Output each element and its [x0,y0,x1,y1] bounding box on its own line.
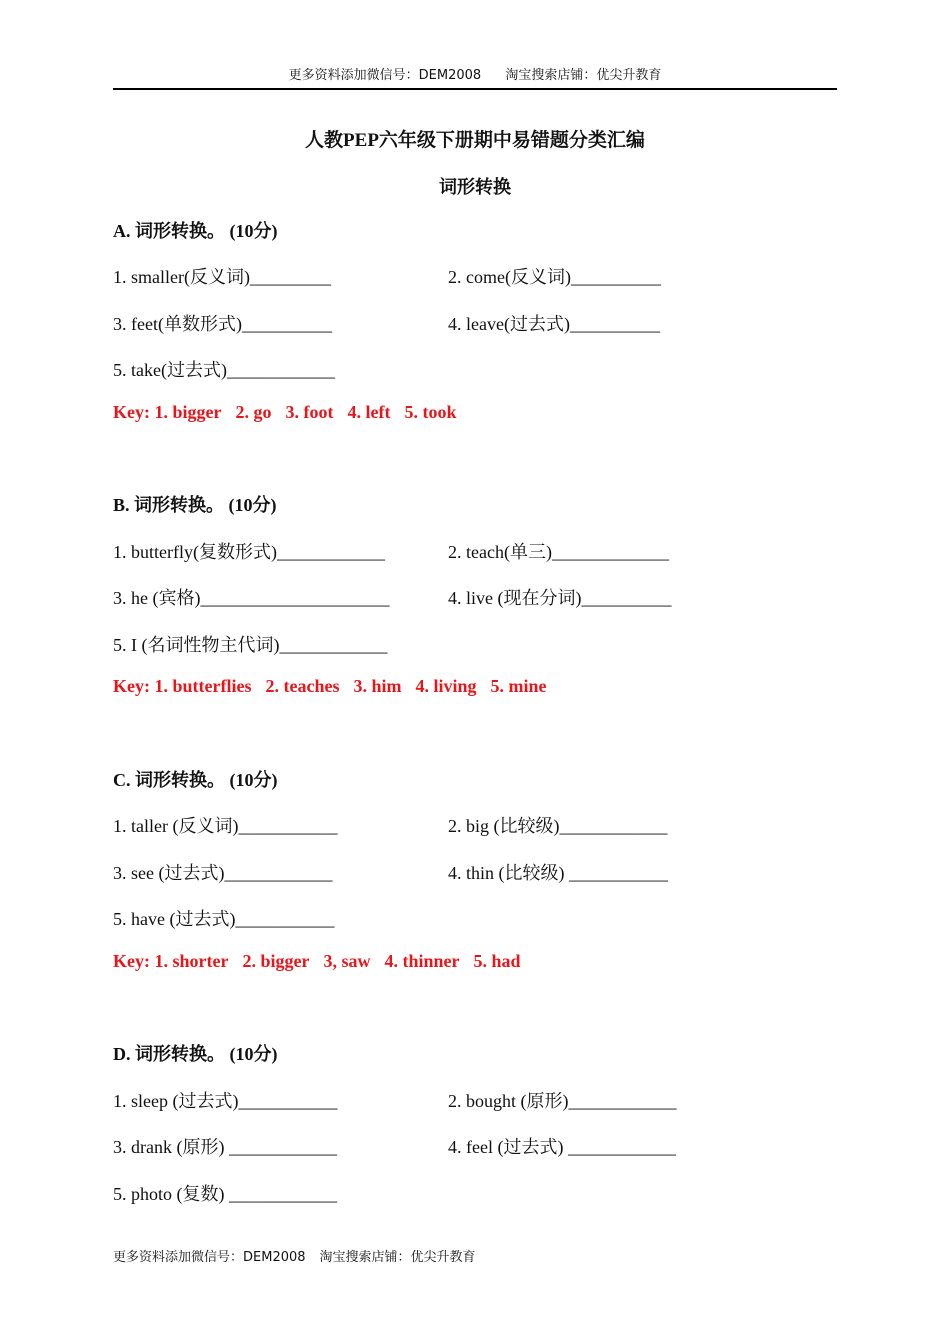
section-b-item-5: 5. I (名词性物主代词)____________ [113,635,388,655]
section-a-key [113,402,470,423]
section-d-item-5: 5. photo (复数) ____________ [113,1184,337,1204]
key-b-1: Key: 1. butterflies [113,676,252,696]
key-c-2: 2. bigger [242,951,310,971]
section-b-item-2: 2. teach(单三)_____________ [448,542,669,562]
section-c-item-2: 2. big (比较级)____________ [448,816,668,836]
section-a-heading: A. 词形转换。 (10分) [113,221,278,241]
page-header [113,66,837,90]
section-d-item-1: 1. sleep (过去式)___________ [113,1091,338,1111]
section-d-item-4: 4. feel (过去式) ____________ [448,1137,676,1157]
section-b-heading: B. 词形转换。 (10分) [113,495,277,515]
section-c-item-5: 5. have (过去式)___________ [113,909,335,929]
section-d-item-2: 2. bought (原形)____________ [448,1091,677,1111]
section-a-item-3: 3. feet(单数形式)__________ [113,314,332,334]
document-subtitle: 词形转换 [439,177,511,197]
key-b-5: 5. mine [490,676,547,696]
section-d-item-3: 3. drank (原形) ____________ [113,1137,337,1157]
key-a-1: Key: 1. bigger [113,402,222,422]
key-b-4: 4. living [415,676,477,696]
section-b-key [113,676,560,697]
section-c-key [113,951,535,972]
section-c-heading: C. 词形转换。 (10分) [113,770,278,790]
key-a-3: 3. foot [285,402,334,422]
header-shop: 淘宝搜索店铺：优尖升教育 [505,68,662,83]
footer-shop: 淘宝搜索店铺：优尖升教育 [319,1250,476,1265]
section-a-item-5: 5. take(过去式)____________ [113,360,335,380]
key-c-4: 4. thinner [384,951,460,971]
document-title: 人教PEP六年级下册期中易错题分类汇编 [305,130,645,151]
section-a-item-4: 4. leave(过去式)__________ [448,314,660,334]
section-b-item-4: 4. live (现在分词)__________ [448,588,672,608]
key-a-5: 5. took [404,402,457,422]
header-wechat: 更多资料添加微信号：DEM2008 [288,68,482,83]
section-b-item-1: 1. butterfly(复数形式)____________ [113,542,385,562]
key-a-4: 4. left [347,402,391,422]
key-c-5: 5. had [473,951,521,971]
key-c-1: Key: 1. shorter [113,951,229,971]
section-c-item-3: 3. see (过去式)____________ [113,863,333,883]
footer-wechat: 更多资料添加微信号：DEM2008 [113,1250,306,1265]
section-b-item-3: 3. he (宾格)_____________________ [113,588,390,608]
section-c-item-1: 1. taller (反义词)___________ [113,816,338,836]
section-d-heading: D. 词形转换。 (10分) [113,1044,278,1064]
section-c-item-4: 4. thin (比较级) ___________ [448,863,668,883]
section-a-item-1: 1. smaller(反义词)_________ [113,267,331,287]
key-b-2: 2. teaches [265,676,340,696]
page-footer [113,1246,490,1265]
key-b-3: 3. him [353,676,402,696]
section-a-item-2: 2. come(反义词)__________ [448,267,661,287]
key-c-3: 3, saw [323,951,371,971]
key-a-2: 2. go [235,402,272,422]
